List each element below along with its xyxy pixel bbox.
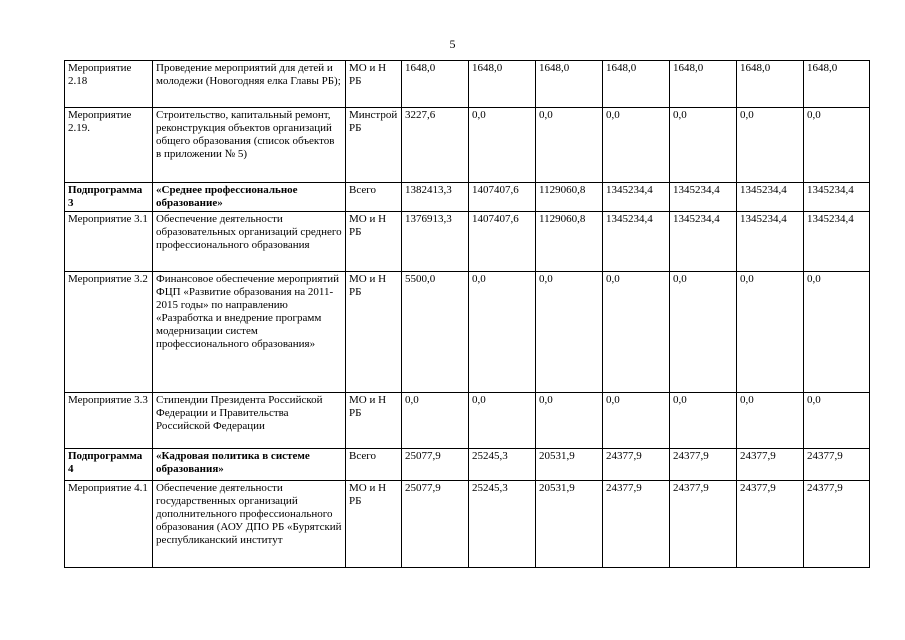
value-cell-6: 0,0: [737, 108, 804, 183]
value-cell-2: 25245,3: [469, 481, 536, 568]
value-cell-7: 24377,9: [804, 481, 870, 568]
value-cell-5: 24377,9: [670, 481, 737, 568]
row-code-cell: Мероприятие 3.1: [65, 212, 153, 272]
row-name-cell: Обеспечение деятельности государственных организаций дополнительного профессионального образования (АОУ ДПО РБ «Бурятский республиканский институт: [153, 481, 346, 568]
value-cell-7: 0,0: [804, 272, 870, 393]
value-cell-6: 0,0: [737, 272, 804, 393]
value-cell-1: 25077,9: [402, 449, 469, 481]
row-name-cell: Финансовое обеспечение мероприятий ФЦП «Развитие образования на 2011-2015 годы» по направлению «Разработка и внедрение программ модернизации систем профессионального образования»: [153, 272, 346, 393]
measure-row: [65, 61, 870, 108]
value-cell-3: 0,0: [536, 272, 603, 393]
page-number: 5: [449, 37, 456, 51]
value-cell-5: 1345234,4: [670, 212, 737, 272]
value-cell-3: 1648,0: [536, 61, 603, 108]
value-cell-6: 1345234,4: [737, 183, 804, 212]
value-cell-7: 0,0: [804, 108, 870, 183]
value-cell-4: 1345234,4: [603, 183, 670, 212]
row-code-cell: Мероприятие 3.3: [65, 393, 153, 449]
value-cell-7: 1345234,4: [804, 183, 870, 212]
value-cell-1: 5500,0: [402, 272, 469, 393]
value-cell-2: 25245,3: [469, 449, 536, 481]
value-cell-6: 1345234,4: [737, 212, 804, 272]
value-cell-7: 24377,9: [804, 449, 870, 481]
row-name-cell: Обеспечение деятельности образовательных организаций среднего профессионального образования: [153, 212, 346, 272]
value-cell-2: 0,0: [469, 108, 536, 183]
value-cell-3: 0,0: [536, 108, 603, 183]
row-name-cell: Стипендии Президента Российской Федерации и Правительства Российской Федерации: [153, 393, 346, 449]
value-cell-3: 20531,9: [536, 481, 603, 568]
row-responsible-cell: Минстрой РБ: [346, 108, 402, 183]
row-name-cell: Строительство, капитальный ремонт, реконструкция объектов организаций общего образования (список объектов в приложении № 5): [153, 108, 346, 183]
row-name-cell: «Кадровая политика в системе образования»: [153, 449, 346, 481]
value-cell-1: 25077,9: [402, 481, 469, 568]
value-cell-1: 1376913,3: [402, 212, 469, 272]
value-cell-5: 24377,9: [670, 449, 737, 481]
value-cell-5: 1345234,4: [670, 183, 737, 212]
value-cell-4: 0,0: [603, 108, 670, 183]
value-cell-5: 0,0: [670, 272, 737, 393]
value-cell-4: 24377,9: [603, 481, 670, 568]
row-responsible-cell: МО и Н РБ: [346, 393, 402, 449]
value-cell-7: 1648,0: [804, 61, 870, 108]
value-cell-4: 0,0: [603, 393, 670, 449]
value-cell-6: 1648,0: [737, 61, 804, 108]
value-cell-2: 1407407,6: [469, 212, 536, 272]
row-name-cell: Проведение мероприятий для детей и молодежи (Новогодняя елка Главы РБ);: [153, 61, 346, 108]
value-cell-4: 1648,0: [603, 61, 670, 108]
row-code-cell: Мероприятие 3.2: [65, 272, 153, 393]
value-cell-1: 1648,0: [402, 61, 469, 108]
row-code-cell: Мероприятие 4.1: [65, 481, 153, 568]
value-cell-7: 1345234,4: [804, 212, 870, 272]
value-cell-3: 1129060,8: [536, 183, 603, 212]
value-cell-2: 0,0: [469, 393, 536, 449]
value-cell-6: 24377,9: [737, 449, 804, 481]
row-responsible-cell: МО и Н РБ: [346, 212, 402, 272]
measure-row: [65, 108, 870, 183]
value-cell-6: 24377,9: [737, 481, 804, 568]
value-cell-5: 0,0: [670, 108, 737, 183]
row-code-cell: Подпрограмма 4: [65, 449, 153, 481]
value-cell-1: 0,0: [402, 393, 469, 449]
value-cell-1: 3227,6: [402, 108, 469, 183]
measure-row: [65, 481, 870, 568]
row-responsible-cell: МО и Н РБ: [346, 272, 402, 393]
row-responsible-cell: МО и Н РБ: [346, 481, 402, 568]
value-cell-4: 1345234,4: [603, 212, 670, 272]
subprogram-row: [65, 183, 870, 212]
value-cell-3: 20531,9: [536, 449, 603, 481]
value-cell-2: 1407407,6: [469, 183, 536, 212]
row-responsible-cell: Всего: [346, 449, 402, 481]
value-cell-3: 0,0: [536, 393, 603, 449]
value-cell-3: 1129060,8: [536, 212, 603, 272]
row-name-cell: «Среднее профессиональное образование»: [153, 183, 346, 212]
row-responsible-cell: Всего: [346, 183, 402, 212]
value-cell-2: 1648,0: [469, 61, 536, 108]
measure-row: [65, 393, 870, 449]
value-cell-5: 1648,0: [670, 61, 737, 108]
value-cell-4: 0,0: [603, 272, 670, 393]
measure-row: [65, 212, 870, 272]
row-code-cell: Мероприятие 2.19.: [65, 108, 153, 183]
row-code-cell: Подпрограмма 3: [65, 183, 153, 212]
value-cell-2: 0,0: [469, 272, 536, 393]
value-cell-4: 24377,9: [603, 449, 670, 481]
budget-table: [64, 60, 870, 568]
value-cell-5: 0,0: [670, 393, 737, 449]
table-body: [65, 61, 870, 568]
value-cell-6: 0,0: [737, 393, 804, 449]
measure-row: [65, 272, 870, 393]
subprogram-row: [65, 449, 870, 481]
row-code-cell: Мероприятие 2.18: [65, 61, 153, 108]
value-cell-1: 1382413,3: [402, 183, 469, 212]
row-responsible-cell: МО и Н РБ: [346, 61, 402, 108]
value-cell-7: 0,0: [804, 393, 870, 449]
